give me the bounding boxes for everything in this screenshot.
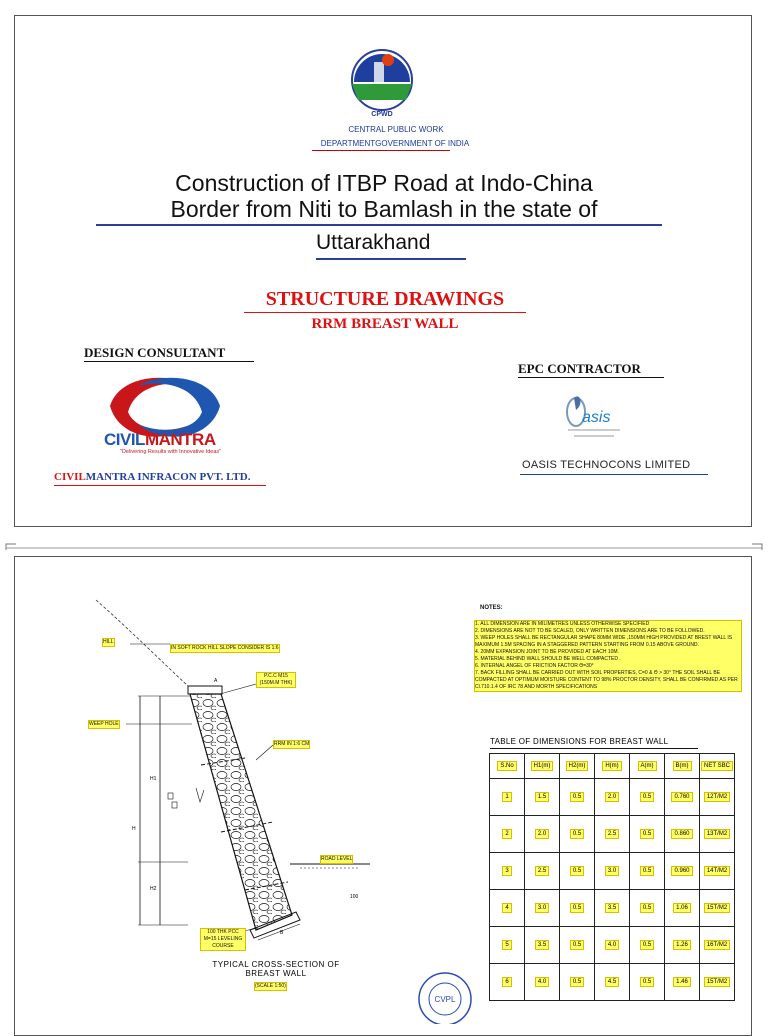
table-title: TABLE OF DIMENSIONS FOR BREAST WALL: [490, 737, 669, 746]
consultant-name-red: CIVIL: [54, 471, 86, 483]
org-underline: [312, 150, 450, 151]
table-row: [490, 890, 735, 927]
design-consultant-label: DESIGN CONSULTANT: [84, 345, 226, 360]
table-cell: 0.5: [640, 977, 654, 987]
company-stamp: [416, 970, 474, 1024]
table-header: H2(m): [566, 761, 589, 771]
pcc-leveling-label: [200, 928, 246, 951]
slope-note: IN SOFT ROCK HILL SLOPE CONSIDER IS 1:6: [171, 645, 279, 651]
table-cell: 0.5: [640, 940, 654, 950]
pcc-leveling-3: COURSE: [212, 943, 234, 949]
table-header: S.No: [497, 761, 516, 771]
contractor-name-underline: [520, 474, 708, 475]
caption-line-1: TYPICAL CROSS-SECTION OF: [212, 960, 340, 969]
table-row: [490, 964, 735, 1001]
table-cell: 2: [502, 829, 511, 839]
note-item: 5. MATERIAL BEHIND WALL SHOULD BE WELL COMPACTED .: [475, 656, 621, 662]
table-cell: 3.0: [605, 866, 619, 876]
mantra-word: MANTRA: [144, 430, 216, 449]
pcc-label: [256, 672, 296, 688]
table-cell: 14T/M2: [704, 866, 730, 876]
org-line-1: CENTRAL PUBLIC WORK: [348, 125, 444, 134]
table-cell: 6: [502, 977, 511, 987]
table-row: [490, 853, 735, 890]
pcc-top-cap: [188, 686, 222, 694]
table-header: H1(m): [531, 761, 554, 771]
rrm-label: RRM IN 1:6 CM: [274, 741, 310, 747]
table-cell: 4.5: [605, 977, 619, 987]
table-cell: 0.5: [570, 866, 584, 876]
pcc-label-2: (150M.M THK): [259, 680, 293, 686]
stamp-text: CVPL: [434, 995, 456, 1004]
org-line-2: DEPARTMENTGOVERNMENT OF INDIA: [320, 139, 470, 148]
table-header: A(m): [638, 761, 657, 771]
design-consultant-underline: [84, 361, 254, 362]
dimensions-table: [489, 753, 735, 1001]
table-cell: 15T/M2: [704, 903, 730, 913]
table-cell: 3: [502, 866, 511, 876]
table-cell: 2.0: [605, 792, 619, 802]
contractor-name: OASIS TECHNOCONS LIMITED: [522, 459, 691, 471]
table-cell: 1.46: [673, 977, 691, 987]
oasis-logo: [560, 392, 630, 444]
pcc-leveling-1: 100 THK PCC: [207, 929, 239, 935]
note-item: 6. INTERNAL ANGEL OF FRICTION FACTOR Θ=30°: [475, 663, 594, 669]
page-separator: [0, 540, 768, 554]
dim-100: 100: [350, 894, 359, 900]
title-underline: [96, 224, 662, 226]
table-cell: 0.960: [671, 866, 692, 876]
table-cell: 1.06: [673, 903, 691, 913]
title-line-3-underline: [316, 258, 466, 260]
table-cell: 12T/M2: [704, 792, 730, 802]
oasis-logo-text: asis: [582, 409, 611, 426]
epc-contractor-label: EPC CONTRACTOR: [518, 361, 641, 376]
table-cell: 0.5: [570, 792, 584, 802]
table-cell: 0.5: [640, 866, 654, 876]
table-cell: 3.0: [535, 903, 549, 913]
notes-list: [474, 620, 742, 692]
hill-label: HILL: [103, 639, 114, 645]
title-line-2: Border from Niti to Bamlash in the state of: [170, 196, 598, 222]
table-header: NET SBC: [701, 761, 733, 771]
rrm-breast-wall-subheading: RRM BREAST WALL: [311, 316, 459, 332]
epc-underline: [518, 377, 664, 378]
cpwd-logo: [344, 48, 420, 120]
table-row: [490, 816, 735, 853]
notes-title: NOTES:: [480, 605, 503, 611]
cpwd-logo-text: CPWD: [371, 111, 393, 118]
title-line-1: Construction of ITBP Road at Indo-China: [175, 170, 593, 196]
pcc-label-1: P.C.C M15: [264, 673, 288, 679]
table-cell: 0.5: [570, 903, 584, 913]
consultant-name-blue: MANTRA INFRACON PVT. LTD.: [85, 471, 251, 483]
caption-line-2: BREAST WALL: [245, 969, 307, 978]
drawing-scale: (SCALE 1:50): [255, 983, 286, 989]
table-cell: 0.860: [671, 829, 692, 839]
table-cell: 4.0: [605, 940, 619, 950]
table-cell: 16T/M2: [704, 940, 730, 950]
table-cell: 0.5: [570, 940, 584, 950]
table-cell: 13T/M2: [704, 829, 730, 839]
civil-mantra-wordmark: [104, 430, 216, 450]
road-level-label: ROAD LEVEL: [321, 856, 353, 862]
note-item: 3. WEEP HOLES SHALL BE RECTANGULAR SHAPE 80MM WIDE ,150MM HIGH PROVIDED AT BREST WALL IS MAXIMUM 1.5M SPACING IN A STAGGERED PATTERN STARTING FROM 0.15 ABOVE GROUND.: [475, 635, 733, 648]
table-cell: 1: [502, 792, 511, 802]
table-header: B(m): [673, 761, 692, 771]
table-cell: 15T/M2: [704, 977, 730, 987]
table-header: H(m): [602, 761, 621, 771]
dim-a: A: [214, 678, 218, 684]
drawing-caption: [196, 960, 356, 978]
table-title-underline: [490, 748, 698, 749]
dim-b: B: [280, 930, 284, 936]
table-cell: 0.5: [570, 829, 584, 839]
rrm-wall-body: [190, 694, 292, 930]
table-cell: 0.5: [640, 792, 654, 802]
table-cell: 4: [502, 903, 511, 913]
table-cell: 1.5: [535, 792, 549, 802]
structure-drawings-heading: STRUCTURE DRAWINGS: [265, 288, 505, 310]
weep-hole-label: WEEP HOLE: [89, 721, 119, 727]
table-header-row: [490, 754, 735, 779]
note-item: 1. ALL DIMENSION ARE IN MILIMETRES UNLESS OTHERWISE SPECIFIED: [475, 621, 650, 627]
table-cell: 0.5: [570, 977, 584, 987]
heading-underline: [244, 312, 526, 313]
table-cell: 4.0: [535, 977, 549, 987]
table-row: [490, 779, 735, 816]
table-cell: 3.5: [605, 903, 619, 913]
table-cell: 5: [502, 940, 511, 950]
civil-word: CIVIL: [104, 430, 145, 449]
table-cell: 1.26: [673, 940, 691, 950]
table-cell: 2.0: [535, 829, 549, 839]
table-row: [490, 927, 735, 964]
note-item: 2. DIMENSIONS ARE NOT TO BE SCALED, ONLY WRITTEN DIMENSIONS ARE TO BE FOLLOWED.: [475, 628, 705, 634]
pcc-leveling-2: M=15 LEVELING: [203, 936, 243, 942]
consultant-name: [54, 471, 251, 483]
dim-h2: H2: [150, 886, 157, 892]
dim-h: H: [132, 826, 136, 832]
table-cell: 2.5: [605, 829, 619, 839]
table-cell: 0.5: [640, 903, 654, 913]
table-cell: 3.5: [535, 940, 549, 950]
note-item: 7. BACK FILLING SHALL BE CARRIED OUT WITH SOIL PROPERTIES, C=0 & Θ > 30° THE SOIL SHALL BE COMPACTED AT OPTIMUM MOISTURE CONTENT TO 98% PROCTOR DENSITY, SHALL BE CONFIRMED AS PER Cl.710.1.4 OF IRC 78 AND MORTH SPECIFICATIONS: [475, 670, 738, 690]
title-line-3: Uttarakhand: [316, 231, 431, 254]
table-cell: 2.5: [535, 866, 549, 876]
note-item: 4. 20MM EXPANSION JOINT TO BE PROVIDED AT EACH 10M.: [475, 649, 619, 655]
consultant-name-underline: [54, 485, 266, 486]
table-cell: 0.760: [671, 792, 692, 802]
dim-h1: H1: [150, 776, 157, 782]
civil-mantra-tagline: "Delivering Results with Innovative Ideas": [120, 449, 222, 455]
table-cell: 0.5: [640, 829, 654, 839]
